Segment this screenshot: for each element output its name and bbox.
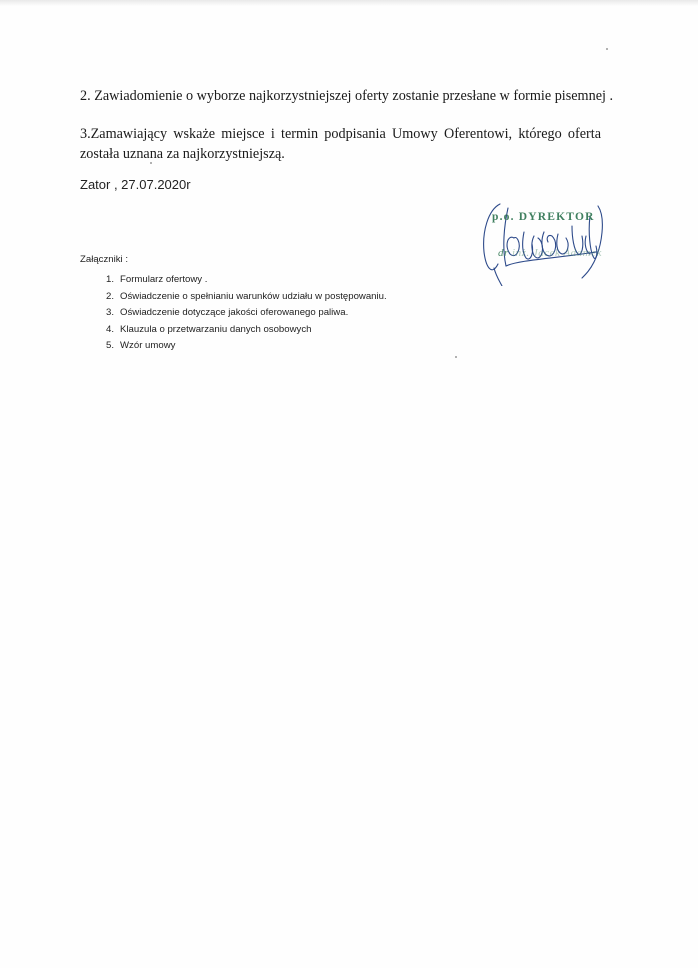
list-item-number: 2. <box>105 290 114 302</box>
list-item <box>80 322 387 339</box>
scan-speck <box>606 48 608 50</box>
list-item <box>80 272 387 289</box>
scan-edge-shadow <box>0 0 698 6</box>
list-item-number: 5. <box>105 340 114 351</box>
attachments-list <box>80 272 387 355</box>
stamp-name-prefix: dr <box>498 247 509 259</box>
list-item-label: Oświadczenie dotyczące jakości oferowanego paliwa. <box>120 307 349 318</box>
list-item-label: Klauzula o przetwarzaniu danych osobowych <box>120 323 312 335</box>
list-item-label: Oświadczenie o spełnianiu warunków udziału w postępowaniu. <box>120 290 387 302</box>
director-stamp <box>478 196 612 286</box>
stamp-name <box>498 247 602 259</box>
stamp-title: p.o. DYREKTOR <box>492 211 595 223</box>
handwritten-signature <box>478 196 612 286</box>
scan-speck <box>455 356 457 358</box>
stamp-name-rest: inż. Jacek Adamek <box>512 247 602 259</box>
list-item <box>80 338 387 355</box>
attachments-heading: Załączniki : <box>80 254 128 265</box>
list-item-number: 1. <box>105 274 114 285</box>
list-item <box>80 305 387 322</box>
list-item-number: 4. <box>105 323 114 335</box>
list-item <box>80 289 387 306</box>
paragraph-2: 2. Zawiadomienie o wyborze najkorzystniejszej oferty zostanie przesłane w formie pisemnej . <box>80 88 614 104</box>
place-and-date: Zator , 27.07.2020r <box>80 177 191 192</box>
list-item-label: Wzór umowy <box>120 340 176 351</box>
list-item-number: 3. <box>105 307 114 318</box>
scan-speck <box>150 162 152 164</box>
paragraph-3: 3.Zamawiający wskaże miejsce i termin podpisania Umowy Oferentowi, którego oferta została uznana za najkorzystniejszą. <box>80 126 601 162</box>
list-item-label: Formularz ofertowy . <box>120 274 208 285</box>
